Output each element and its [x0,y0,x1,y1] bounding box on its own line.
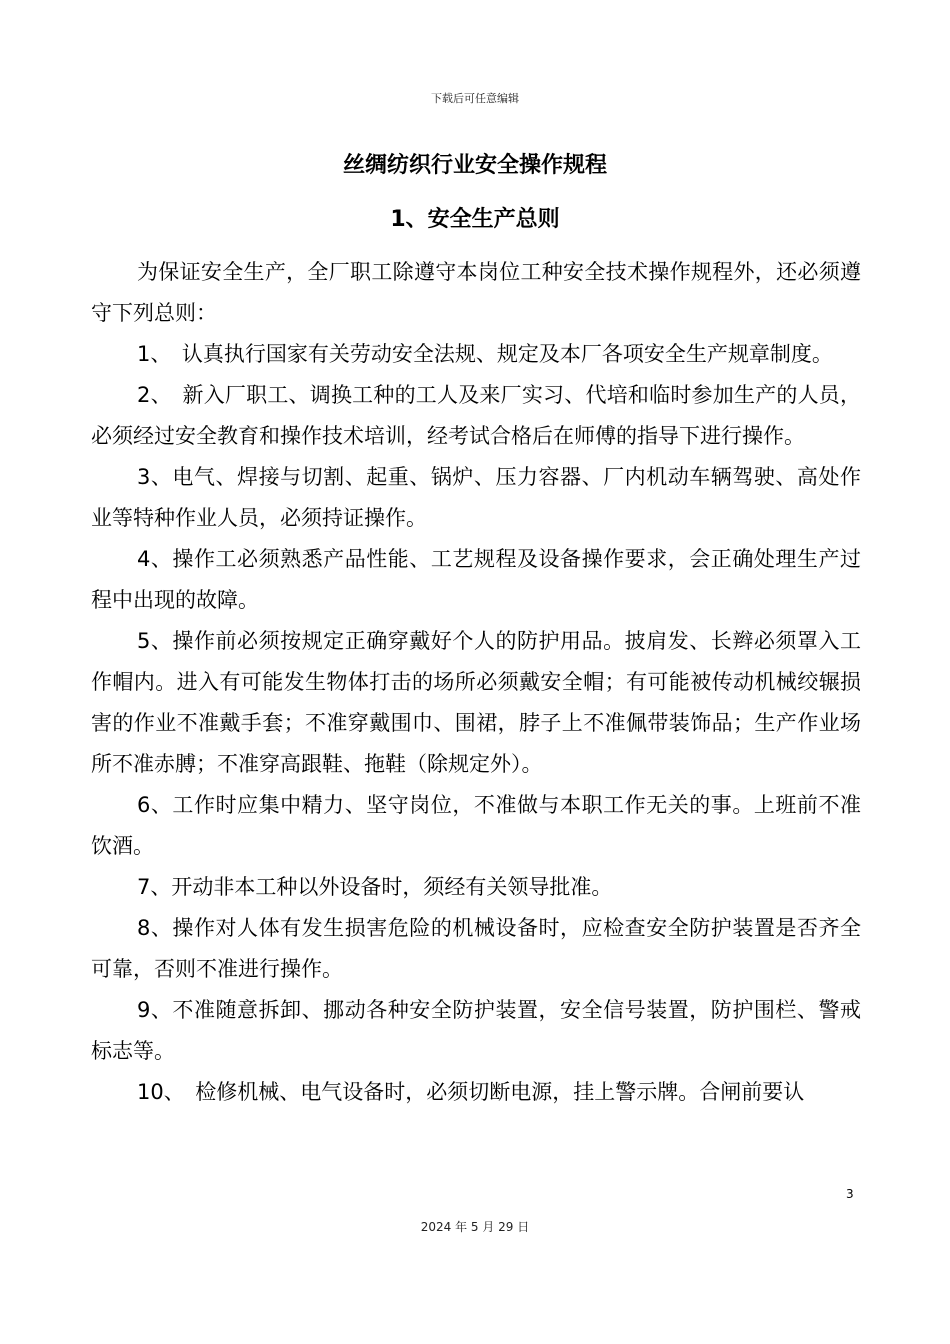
document-title: 丝绸纺织行业安全操作规程 [342,153,607,178]
paragraph-item-9: 9、不准随意拆卸、挪动各种安全防护装置，安全信号装置，防护围栏、警戒标志等。 [91,998,861,1063]
section-title: 1、安全生产总则 [390,207,560,232]
paragraph-intro: 为保证安全生产，全厂职工除遵守本岗位工种安全技术操作规程外，还必须遵守下列总则： [91,260,861,325]
header-note: 下载后可任意编辑 [431,92,519,105]
paragraph-item-3: 3、电气、焊接与切割、起重、锅炉、压力容器、厂内机动车辆驾驶、高处作业等特种作业人员，必须持证操作。 [91,465,861,530]
paragraph-item-5: 5、操作前必须按规定正确穿戴好个人的防护用品。披肩发、长辫必须罩入工作帽内。进入有可能发生物体打击的场所必须戴安全帽；有可能被传动机械绞辗损害的作业不准戴手套；不准穿戴围巾、围裙，脖子上不准佩带装饰品；生产作业场所不准赤膊；不准穿高跟鞋、拖鞋（除规定外）。 [91,629,861,776]
document-body [91,252,861,1113]
paragraph-item-4: 4、操作工必须熟悉产品性能、工艺规程及设备操作要求，会正确处理生产过程中出现的故障。 [91,547,861,612]
footer-date: 2024 年 5 月 29 日 [420,1220,530,1234]
paragraph-item-2: 2、 新入厂职工、调换工种的工人及来厂实习、代培和临时参加生产的人员，必须经过安全教育和操作技术培训，经考试合格后在师傅的指导下进行操作。 [91,383,861,448]
paragraph-item-10: 10、 检修机械、电气设备时，必须切断电源，挂上警示牌。合闸前要认 [137,1080,805,1104]
paragraph-item-6: 6、工作时应集中精力、坚守岗位，不准做与本职工作无关的事。上班前不准饮酒。 [91,793,861,858]
paragraph-item-8: 8、操作对人体有发生损害危险的机械设备时，应检查安全防护装置是否齐全可靠，否则不准进行操作。 [91,916,861,981]
page-number: 3 [846,1187,854,1201]
paragraph-item-7: 7、开动非本工种以外设备时，须经有关领导批准。 [137,875,613,899]
paragraph-item-1: 1、 认真执行国家有关劳动安全法规、规定及本厂各项安全生产规章制度。 [137,342,833,366]
